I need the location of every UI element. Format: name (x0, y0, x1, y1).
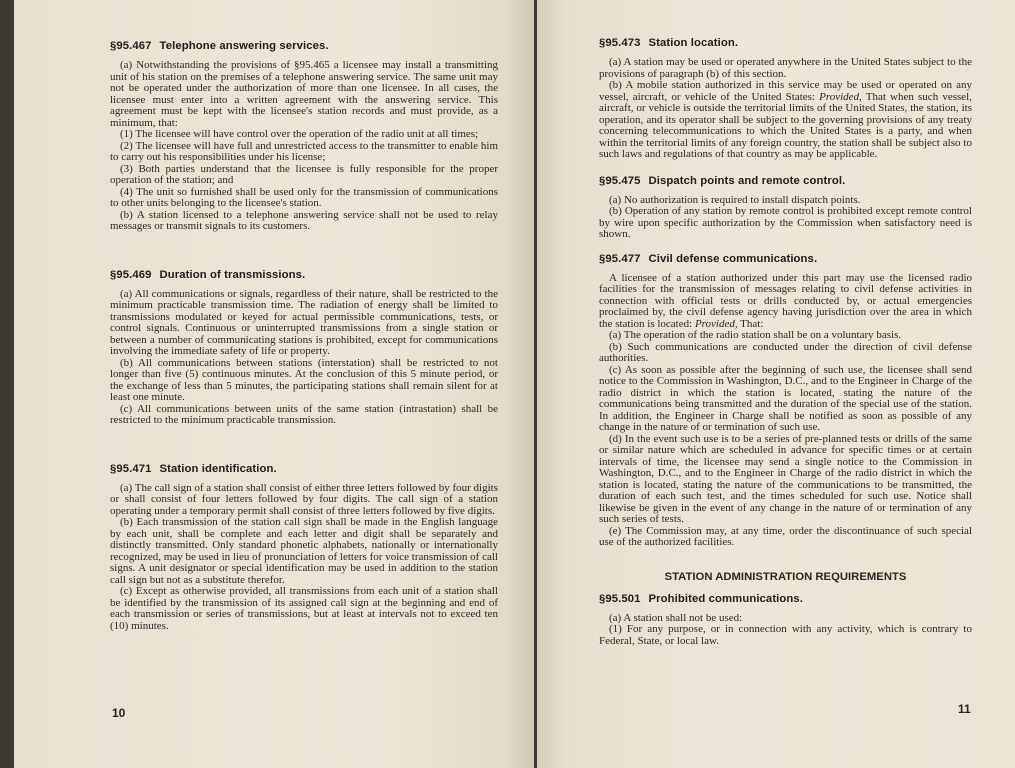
section-number: §95.467 (110, 40, 152, 52)
paragraph: (a) The operation of the radio station shall be on a voluntary basis. (609, 329, 902, 341)
paragraph: (b) A station licensed to a telephone answering service shall not be used to relay messages or transmit signals to its customers. (110, 208, 498, 232)
paragraph: (a) A station may be used or operated anywhere in the United States subject to the provisions of paragraph (b) of this section. (599, 56, 972, 80)
section-title: Dispatch points and remote control. (648, 174, 846, 187)
section-heading-95-501 (599, 593, 972, 605)
section-heading-95-475 (599, 175, 972, 187)
right-page (537, 0, 1015, 768)
section-heading-95-469 (110, 269, 498, 281)
admin-requirements-heading: STATION ADMINISTRATION REQUIREMENTS (664, 570, 907, 583)
section-number: §95.471 (110, 462, 152, 475)
page-number: 10 (112, 706, 126, 720)
paragraph: (c) All communications between units of the same station (intrastation) shall be restricted to the minimum practicable transmission. (110, 402, 498, 426)
paragraph: (3) Both parties understand that the licensee is fully responsible for the proper operation of the station; and (110, 162, 498, 186)
section-number: §95.501 (599, 592, 641, 605)
paragraph: (d) In the event such use is to be a series of pre-planned tests or drills of the same or similar nature which are scheduled in advance for specific times or at certain intervals of time, the licensee may send a single notice to the Commission in Washington, D.C., and to the Engineer in Charge of the radio district in which the station is located, stating the nature of the communications to be transmitted, the duration of each such test, and the times scheduled for such use. Notice shall likewise be given in the event of any change in the nature of or termination of any such series of tests. (599, 432, 972, 525)
section-heading-95-477 (599, 253, 972, 265)
left-page-column (110, 40, 498, 632)
paragraph: (2) The licensee will have full and unrestricted access to the transmitter to enable him to carry out his responsibilities under his license; (110, 139, 498, 163)
paragraph: (1) For any purpose, or in connection with any activity, which is contrary to Federal, State, or local law. (599, 623, 972, 647)
section-title: Prohibited communications. (648, 592, 804, 605)
section-title: Civil defense communications. (648, 252, 818, 265)
paragraph: (a) The call sign of a station shall consist of either three letters followed by four digits or shall consist of four letters followed by four digits. The call sign of a station operating under a temporary permit shall consist of three letters followed by five digits. (110, 481, 498, 517)
paragraph: (a) All communications or signals, regardless of their nature, shall be restricted to the minimum practicable transmission time. The radiation of energy shall be limited to transmissions modulated or keyed for actual permissible communications, tests, or control signals. Continuous or uninterrupted transmissions from a single station or between a number of communicating stations is prohibited, except for communications involving the immediate safety of life or property. (110, 287, 498, 357)
paragraph: (b) Operation of any station by remote control is prohibited except remote control by wire upon specific authorization by the Commission when satisfactory need is shown. (599, 205, 972, 240)
page-number: 11 (958, 702, 971, 716)
section-title: Telephone answering services. (159, 40, 329, 52)
paragraph: (a) Notwithstanding the provisions of §95.465 a licensee may install a transmitting unit of his station on the premises of a telephone answering service. The same unit may not be operated under the authorization of more than one licensee. In all cases, the licensee must enter into a written agreement with the answering service. This agreement must be kept with the licensee's station records and must provide, as a minimum, that: (110, 59, 498, 129)
section-number: §95.477 (599, 252, 641, 265)
paragraph: (a) No authorization is required to install dispatch points. (609, 193, 861, 206)
paragraph: (b) Such communications are conducted under the direction of civil defense authorities. (599, 340, 972, 364)
paragraph: (b) A mobile station authorized in this service may be used or operated on any vessel, aircraft, or vehicle of the United States: Provided, That when such vessel, aircraft, or vehicle is outside the territorial limits of the United States, the station, its operation, and its operator shall be subject to the governing provisions of any treaty concerning telecommunications to which the United States is a party, and when within the territorial limits of any foreign country, the station shall be subject also to such laws and regulations of that country as may be applicable. (599, 79, 972, 160)
paragraph: (b) Each transmission of the station call sign shall be made in the English language by each unit, shall be complete and each letter and digit shall be separately and distinctly transmitted. Only standard phonetic alphabets, nationally or internationally recognized, may be used in lieu of pronunciation of letters for voice transmission of call signs. A unit designator or special identification may be used in addition to the station call sign but not as a substitute therefor. (110, 516, 498, 586)
paragraph: (c) As soon as possible after the beginning of such use, the licensee shall send notice to the Commission in Washington, D.C., and to the Engineer in Charge of the radio district in which the station is located, stating the nature of the communications being transmitted and the duration of the special use of the station. In addition, the Engineer in Charge shall be notified as soon as possible of any change in the nature of or termination of such use. (599, 363, 972, 433)
section-title: Station identification. (159, 462, 277, 475)
paragraph: (c) Except as otherwise provided, all transmissions from each unit of a station shall be identified by the transmission of its assigned call sign at the beginning and end of each transmission or series of transmissions, but at least at intervals not to exceed ten (10) minutes. (110, 585, 498, 632)
section-heading-95-471 (110, 463, 498, 475)
section-number: §95.473 (599, 37, 641, 49)
paragraph: (a) A station shall not be used: (609, 611, 743, 624)
left-page (14, 0, 534, 768)
section-number: §95.469 (110, 268, 152, 281)
section-title: Station location. (648, 37, 739, 49)
paragraph: A licensee of a station authorized under this part may use the licensed radio facilities for the transmission of messages relating to civil defense activities in connection with official tests or drills conducted by, or actual emergencies proclaimed by, the civil defense agency having jurisdiction over the area in which the station is located: Provided, That: (599, 271, 972, 330)
paragraph: (4) The unit so furnished shall be used only for the transmission of communications to other units belonging to the licensee's station. (110, 185, 498, 209)
section-title: Duration of transmissions. (159, 268, 306, 281)
section-number: §95.475 (599, 174, 641, 187)
right-page-column (599, 37, 972, 647)
section-heading-95-473 (599, 37, 972, 49)
section-heading-95-467 (110, 40, 498, 52)
paragraph: (e) The Commission may, at any time, order the discontinuance of such special use of the authorized facilities. (599, 524, 972, 548)
paragraph: (b) All communications between stations (interstation) shall be restricted to not longer than five (5) continuous minutes. At the conclusion of this 5 minute period, or the exchange of less than 5 minutes, the participating stations shall remain silent for at least one minute. (110, 356, 498, 403)
paragraph: (1) The licensee will have control over the operation of the radio unit at all times; (120, 128, 479, 140)
